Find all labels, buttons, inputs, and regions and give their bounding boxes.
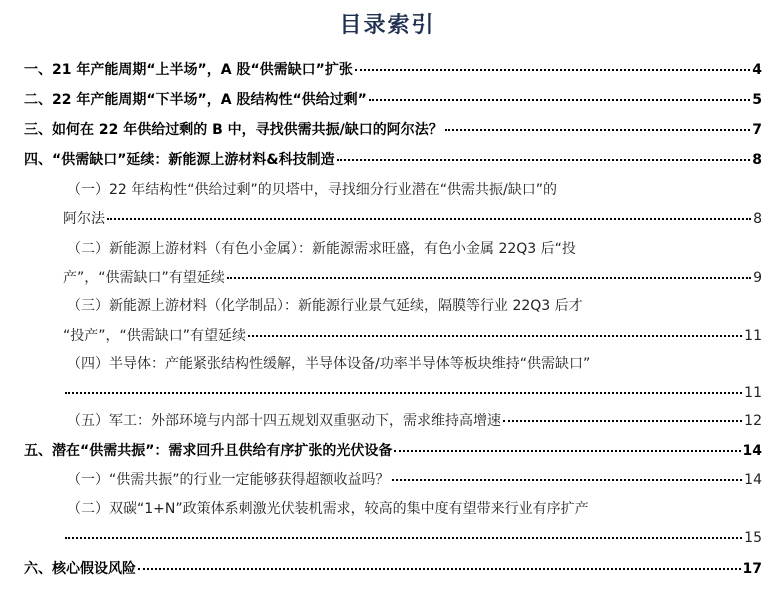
leader-dots [392, 478, 743, 481]
toc-entry-text: 六、核心假设风险 [24, 561, 136, 577]
toc-subentry-4-2-line2[interactable] [63, 269, 762, 287]
toc-entry-text: （三）新能源上游材料（化学制品）：新能源行业景气延续，隔膜等行业 22Q3 后才 [67, 298, 583, 314]
toc-page-number: 8 [752, 152, 762, 168]
leader-dots [65, 391, 742, 394]
toc-entry-text: （一）22 年结构性“供给过剩”的贝塔中，寻找细分行业潜在“供需共振/缺口”的 [67, 182, 557, 198]
toc-entry-text: （二）双碳“1+N”政策体系刺激光伏装机需求，较高的集中度有望带来行业有序扩产 [67, 501, 589, 517]
toc-page-number: 8 [753, 211, 762, 227]
toc-entry-text: （一）“供需共振”的行业一定能够获得超额收益吗？ [67, 472, 390, 488]
leader-dots [248, 334, 742, 337]
leader-dots [337, 158, 751, 161]
toc-entry-3[interactable] [24, 121, 762, 139]
toc-subentry-4-1-line1[interactable] [67, 181, 762, 199]
toc-entry-text: 二、22 年产能周期“下半场”，A 股结构性“供给过剩” [24, 92, 367, 108]
toc-subentry-5-1[interactable] [67, 471, 762, 489]
toc-page-number: 15 [744, 530, 762, 546]
toc-entry-text: 三、如何在 22 年供给过剩的 B 中，寻找供需共振/缺口的阿尔法？ [24, 122, 443, 138]
toc-entry-6[interactable] [24, 560, 762, 578]
toc-entry-4[interactable] [24, 151, 762, 169]
toc-subentry-4-3-line1[interactable] [67, 297, 762, 315]
toc-page-number: 9 [753, 270, 762, 286]
toc-entry-text: 五、潜在“供需共振”：需求回升且供给有序扩张的光伏设备 [24, 443, 393, 459]
toc-entry-1[interactable] [24, 61, 762, 79]
toc-page-number: 5 [752, 92, 762, 108]
toc-subentry-4-2-line1[interactable] [67, 240, 762, 258]
toc-entry-text: 四、“供需缺口”延续：新能源上游材料&科技制造 [24, 152, 335, 168]
toc-page-number: 12 [744, 413, 762, 429]
toc-entry-text: （二）新能源上游材料（有色小金属）：新能源需求旺盛，有色小金属 22Q3 后“投 [67, 241, 576, 257]
leader-dots [138, 567, 741, 570]
toc-page-number: 11 [744, 328, 762, 344]
toc-entry-text: 产”，“供需缺口”有望延续 [63, 270, 225, 286]
toc-title: 目录索引 [339, 13, 436, 38]
leader-dots [503, 419, 742, 422]
toc-entry-text: 阿尔法 [63, 211, 105, 227]
toc-page-number: 7 [752, 122, 762, 138]
toc-subentry-4-4-line1[interactable] [67, 355, 762, 373]
toc-page-number: 11 [744, 385, 762, 401]
toc-subentry-4-5[interactable] [67, 412, 762, 430]
leader-dots [227, 276, 751, 279]
toc-page-number: 14 [744, 472, 762, 488]
leader-dots [355, 68, 750, 71]
toc-page-number: 14 [742, 443, 762, 459]
leader-dots [369, 98, 750, 101]
leader-dots [445, 128, 750, 131]
leader-dots [65, 536, 742, 539]
toc-page-number: 17 [742, 561, 762, 577]
toc-subentry-4-4-line2[interactable] [63, 384, 762, 402]
toc-entry-text: （四）半导体：产能紧张结构性缓解，半导体设备/功率半导体等板块维持“供需缺口” [67, 356, 591, 372]
toc-entry-text: （五）军工：外部环境与内部十四五规划双重驱动下，需求维持高增速 [67, 413, 501, 429]
toc-subentry-4-3-line2[interactable] [63, 327, 762, 345]
toc-subentry-5-2-line1[interactable] [67, 500, 762, 518]
toc-entry-5[interactable] [24, 442, 762, 460]
toc-subentry-4-1-line2[interactable] [63, 210, 762, 228]
toc-entry-text: “投产”，“供需缺口”有望延续 [63, 328, 247, 344]
toc-entry-text: 一、21 年产能周期“上半场”，A 股“供需缺口”扩张 [24, 62, 353, 78]
leader-dots [394, 449, 740, 452]
toc-entry-2[interactable] [24, 91, 762, 109]
toc-subentry-5-2-line2[interactable] [63, 529, 762, 547]
toc-page-number: 4 [752, 62, 762, 78]
leader-dots [107, 217, 751, 220]
